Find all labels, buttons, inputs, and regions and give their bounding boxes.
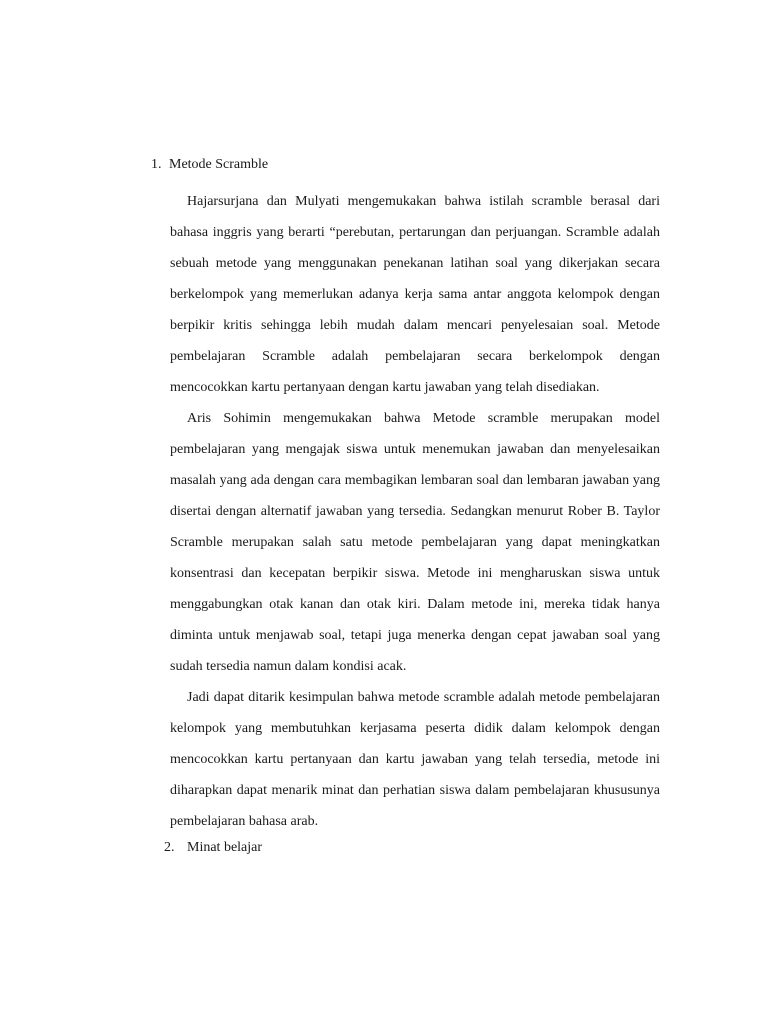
paragraph-hajarsurjana: Hajarsurjana dan Mulyati mengemukakan bahwa istilah scramble berasal dari bahasa inggris yang berarti “perebutan, pertarungan dan perjuangan. Scramble adalah sebuah metode yang menggunakan penekanan latihan soal yang dikerjakan secara berkelompok yang memerlukan adanya kerja sama antar anggota kelompok dengan berpikir kritis sehingga lebih mudah dalam mencari penyelesaian soal. Metode pembelajaran Scramble adalah pembelajaran secara berkelompok dengan mencocokkan kartu pertanyaan dengan kartu jawaban yang telah disediakan. bbox=[170, 194, 660, 395]
section-title: Metode Scramble bbox=[169, 157, 269, 172]
paragraph-kesimpulan: Jadi dapat ditarik kesimpulan bahwa metode scramble adalah metode pembelajaran kelompok yang membutuhkan kerjasama peserta didik dalam kelompok dengan mencocokkan kartu pertanyaan dan kartu jawaban yang telah tersedia, metode ini diharapkan dapat menarik minat dan perhatian siswa dalam pembelajaran khususunya pembelajaran bahasa arab. bbox=[170, 690, 660, 829]
section-body bbox=[170, 186, 660, 837]
section-heading-metode-scramble bbox=[151, 155, 268, 175]
section-title: Minat belajar bbox=[187, 840, 263, 855]
section-heading-minat-belajar bbox=[164, 838, 262, 858]
section-number: 1. bbox=[151, 157, 162, 172]
section-number: 2. bbox=[164, 840, 175, 855]
paragraph-aris-sohimin: Aris Sohimin mengemukakan bahwa Metode scramble merupakan model pembelajaran yang mengajak siswa untuk menemukan jawaban dan menyelesaikan masalah yang ada dengan cara membagikan lembaran soal dan lembaran jawaban yang disertai dengan alternatif jawaban yang tersedia. Sedangkan menurut Rober B. Taylor Scramble merupakan salah satu metode pembelajaran yang dapat meningkatkan konsentrasi dan kecepatan berpikir siswa. Metode ini mengharuskan siswa untuk menggabungkan otak kanan dan otak kiri. Dalam metode ini, mereka tidak hanya diminta untuk menjawab soal, tetapi juga menerka dengan cepat jawaban soal yang sudah tersedia namun dalam kondisi acak. bbox=[170, 411, 660, 674]
